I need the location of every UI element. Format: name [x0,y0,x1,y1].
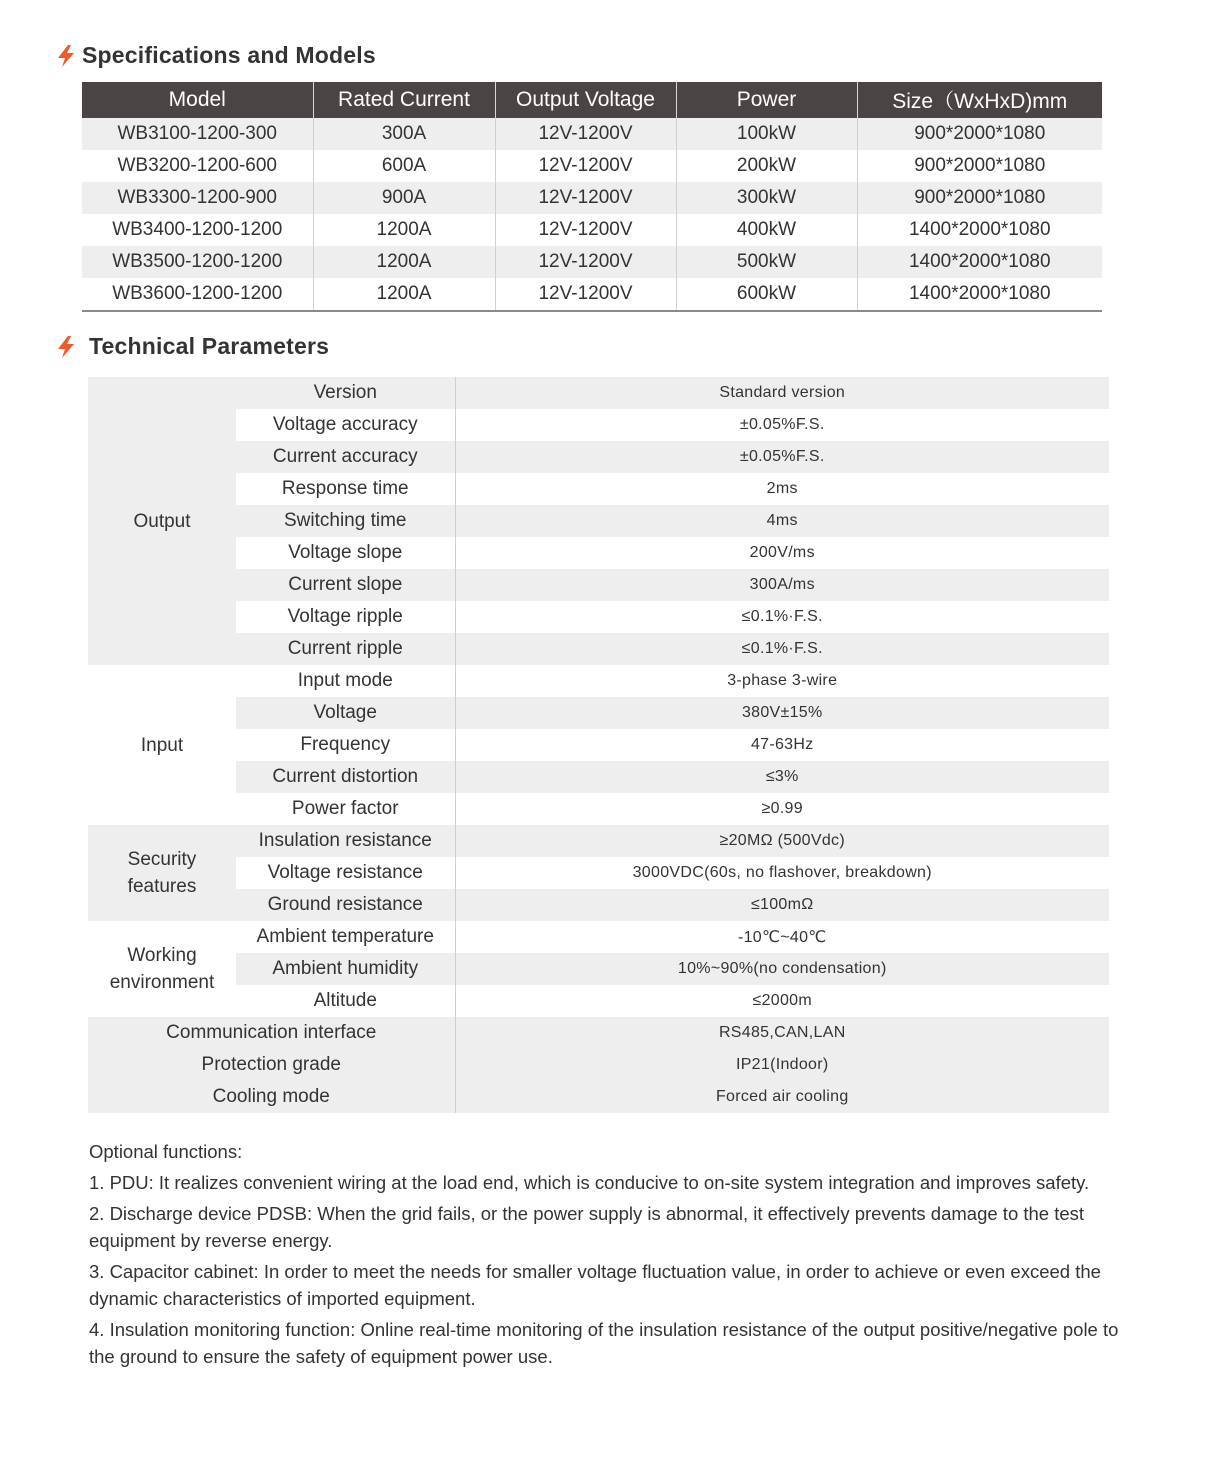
cell-power: 400kW [676,214,857,246]
param-value: RS485,CAN,LAN [455,1017,1109,1049]
param-row [88,953,1109,985]
param-row [88,793,1109,825]
param-label: Switching time [236,505,455,537]
param-row [88,697,1109,729]
lightning-bolt-icon [56,45,76,67]
param-row [88,1049,1109,1081]
spec-section-title: Specifications and Models [82,42,376,68]
param-row [88,889,1109,921]
param-label: Insulation resistance [236,825,455,857]
param-label: Cooling mode [88,1081,455,1113]
param-value: ≤0.1%·F.S. [455,601,1109,633]
cell-power: 500kW [676,246,857,278]
cell-size: 1400*2000*1080 [857,246,1102,278]
param-label: Response time [236,473,455,505]
param-value: 3000VDC(60s, no flashover, breakdown) [455,857,1109,889]
param-row [88,1081,1109,1113]
param-label: Current slope [236,569,455,601]
param-row [88,569,1109,601]
cell-size: 1400*2000*1080 [857,214,1102,246]
cell-output-voltage: 12V-1200V [495,150,676,182]
cell-model: WB3400-1200-1200 [82,214,313,246]
col-header-rated-current: Rated Current [313,82,495,118]
tech-section-header [56,333,329,360]
cell-model: WB3100-1200-300 [82,118,313,150]
param-value: 47-63Hz [455,729,1109,761]
param-label: Voltage ripple [236,601,455,633]
group-environment [88,921,236,1017]
param-row [88,537,1109,569]
param-row [88,633,1109,665]
param-value: IP21(Indoor) [455,1049,1109,1081]
lightning-bolt-icon [56,336,76,358]
table-row [82,118,1102,150]
param-label: Voltage [236,697,455,729]
cell-output-voltage: 12V-1200V [495,214,676,246]
param-row [88,665,1109,697]
cell-size: 900*2000*1080 [857,150,1102,182]
table-row [82,278,1102,311]
param-row [88,473,1109,505]
cell-rated-current: 1200A [313,246,495,278]
param-value: 4ms [455,505,1109,537]
param-row [88,601,1109,633]
param-row [88,505,1109,537]
param-value: ±0.05%F.S. [455,409,1109,441]
cell-model: WB3300-1200-900 [82,182,313,214]
param-value: 3-phase 3-wire [455,665,1109,697]
param-row [88,825,1109,857]
cell-model: WB3500-1200-1200 [82,246,313,278]
param-row [88,729,1109,761]
cell-rated-current: 900A [313,182,495,214]
cell-model: WB3600-1200-1200 [82,278,313,311]
cell-power: 200kW [676,150,857,182]
param-value: 2ms [455,473,1109,505]
param-label: Communication interface [88,1017,455,1049]
spec-header-row [82,82,1102,118]
note-item: 4. Insulation monitoring function: Online real-time monitoring of the insulation resistance of the output positive/negative pole to the ground to ensure the safety of equipment power use. [89,1319,1119,1367]
cell-size: 900*2000*1080 [857,182,1102,214]
param-value: -10℃~40℃ [455,921,1109,953]
group-environment-label: Working environment [109,945,215,993]
param-row [88,921,1109,953]
cell-power: 600kW [676,278,857,311]
optional-functions [89,1138,1119,1374]
param-label: Current ripple [236,633,455,665]
param-value: 10%~90%(no condensation) [455,953,1109,985]
param-label: Current accuracy [236,441,455,473]
group-security [88,825,236,921]
cell-rated-current: 1200A [313,278,495,311]
param-value: ≤100mΩ [455,889,1109,921]
group-security-label: Security features [127,849,197,897]
param-label: Voltage resistance [236,857,455,889]
cell-output-voltage: 12V-1200V [495,278,676,311]
notes-heading: Optional functions: [89,1141,243,1162]
param-value: ≥20MΩ (500Vdc) [455,825,1109,857]
cell-power: 300kW [676,182,857,214]
group-output: Output [88,377,236,665]
param-value: Forced air cooling [455,1081,1109,1113]
note-item: 2. Discharge device PDSB: When the grid fails, or the power supply is abnormal, it effectively prevents damage to the test equipment by reverse energy. [89,1203,1085,1251]
param-row [88,857,1109,889]
param-row [88,441,1109,473]
tech-params-table [88,377,1109,1113]
note-item: 3. Capacitor cabinet: In order to meet the needs for smaller voltage fluctuation value, in order to achieve or even exceed the dynamic characteristics of imported equipment. [89,1261,1101,1309]
table-row [82,214,1102,246]
param-label: Ambient temperature [236,921,455,953]
table-row [82,182,1102,214]
param-label: Input mode [236,665,455,697]
param-label: Ambient humidity [236,953,455,985]
param-label: Protection grade [88,1049,455,1081]
group-input: Input [88,665,236,825]
table-row [82,246,1102,278]
param-value: ≤2000m [455,985,1109,1017]
param-row [88,377,1109,409]
cell-rated-current: 1200A [313,214,495,246]
param-row [88,1017,1109,1049]
param-label: Voltage slope [236,537,455,569]
param-value: Standard version [455,377,1109,409]
param-label: Frequency [236,729,455,761]
cell-output-voltage: 12V-1200V [495,182,676,214]
cell-output-voltage: 12V-1200V [495,118,676,150]
cell-power: 100kW [676,118,857,150]
param-label: Power factor [236,793,455,825]
param-label: Altitude [236,985,455,1017]
cell-rated-current: 300A [313,118,495,150]
param-value: ≥0.99 [455,793,1109,825]
cell-size: 1400*2000*1080 [857,278,1102,311]
param-value: ≤3% [455,761,1109,793]
col-header-size: Size（WxHxD)mm [857,82,1102,118]
param-value: 380V±15% [455,697,1109,729]
spec-section-header [56,42,376,69]
param-value: ≤0.1%·F.S. [455,633,1109,665]
param-label: Ground resistance [236,889,455,921]
param-value: 300A/ms [455,569,1109,601]
col-header-power: Power [676,82,857,118]
param-label: Version [236,377,455,409]
param-label: Current distortion [236,761,455,793]
param-value: ±0.05%F.S. [455,441,1109,473]
col-header-model: Model [82,82,313,118]
param-value: 200V/ms [455,537,1109,569]
table-row [82,150,1102,182]
param-label: Voltage accuracy [236,409,455,441]
cell-rated-current: 600A [313,150,495,182]
cell-model: WB3200-1200-600 [82,150,313,182]
tech-section-title: Technical Parameters [89,333,330,359]
param-row [88,985,1109,1017]
note-item: 1. PDU: It realizes convenient wiring at the load end, which is conducive to on-site system integration and improves safety. [89,1172,1090,1193]
cell-output-voltage: 12V-1200V [495,246,676,278]
param-row [88,409,1109,441]
col-header-output-voltage: Output Voltage [495,82,676,118]
cell-size: 900*2000*1080 [857,118,1102,150]
param-row [88,761,1109,793]
spec-table [82,82,1102,312]
